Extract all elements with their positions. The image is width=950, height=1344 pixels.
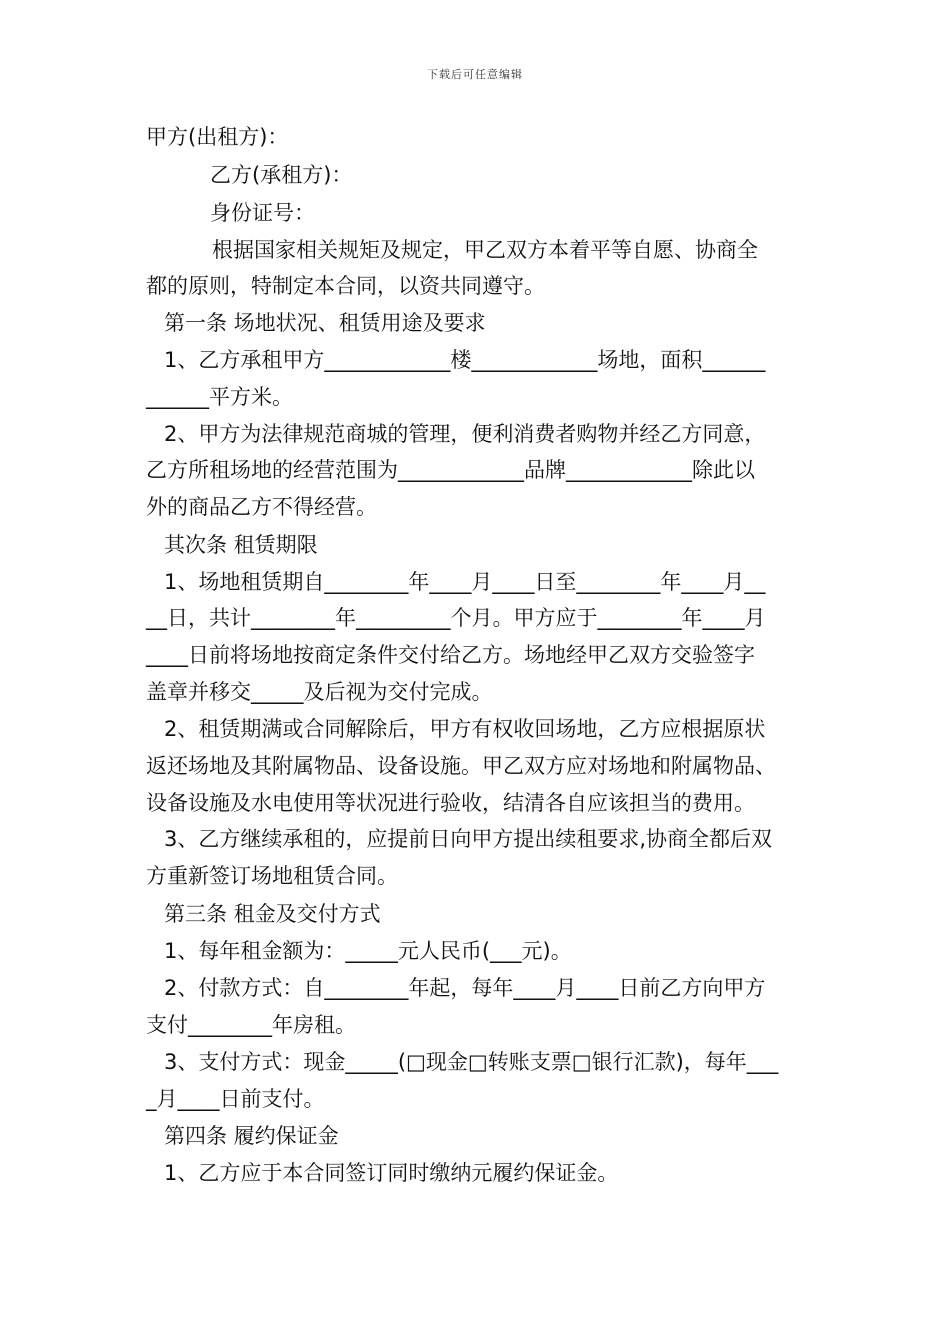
preamble-line-1: 根据国家相关规矩及规定，甲乙双方本着平等自愿、协商全 <box>212 238 758 262</box>
article-2-heading: 其次条 租赁期限 <box>164 533 318 557</box>
article-3-clause-2-line-1: 2、付款方式：自________年起，每年____月____日前乙方向甲方 <box>164 976 766 1000</box>
article-4-clause-1: 1、乙方应于本合同签订同时缴纳元履约保证金。 <box>164 1161 619 1185</box>
preamble-line-2: 都的原则，特制定本合同，以资共同遵守。 <box>146 274 545 298</box>
article-4-heading: 第四条 履约保证金 <box>164 1124 339 1148</box>
article-1-clause-2-line-3: 外的商品乙方不得经营。 <box>146 495 377 519</box>
article-2-clause-3-line-1: 3、乙方继续承租的，应提前日向甲方提出续租要求,协商全都后双 <box>164 827 773 851</box>
article-2-clause-1-line-3: ____日前将场地按商定条件交付给乙方。场地经甲乙双方交验签字 <box>146 643 755 667</box>
article-3-clause-3-line-2: _月____日前支付。 <box>146 1087 325 1111</box>
article-2-clause-2-line-2: 返还场地及其附属物品、设备设施。甲乙双方应对场地和附属物品、 <box>146 754 776 778</box>
article-3-heading: 第三条 租金及交付方式 <box>164 902 381 926</box>
party-b-label: 乙方(承租方)： <box>210 163 353 187</box>
article-1-heading: 第一条 场地状况、租赁用途及要求 <box>164 311 486 335</box>
article-2-clause-1-line-1: 1、场地租赁期自________年____月____日至________年____月__ <box>164 570 766 594</box>
article-2-clause-2-line-1: 2、租赁期满或合同解除后，甲方有权收回场地，乙方应根据原状 <box>164 717 766 741</box>
article-2-clause-1-line-2: __日，共计________年_________个月。甲方应于________年____月 <box>146 606 766 630</box>
article-1-clause-1-line-1: 1、乙方承租甲方____________楼____________场地，面积______ <box>164 348 766 372</box>
article-2-clause-1-line-4: 盖章并移交_____及后视为交付完成。 <box>146 680 493 704</box>
article-3-clause-3-line-1: 3、支付方式：现金_____(□现金□转账支票□银行汇款)，每年___ <box>164 1050 779 1074</box>
party-a-label: 甲方(出租方)： <box>146 125 289 149</box>
article-1-clause-2-line-1: 2、甲方为法律规范商城的管理，便利消费者购物并经乙方同意， <box>164 422 766 446</box>
article-3-clause-1: 1、每年租金额为：_____元人民币(___元)。 <box>164 939 572 963</box>
article-2-clause-2-line-3: 设备设施及水电使用等状况进行验收，结清各自应该担当的费用。 <box>146 791 755 815</box>
article-3-clause-2-line-2: 支付________年房租。 <box>146 1013 356 1037</box>
page-header-note: 下载后可任意编辑 <box>427 68 523 81</box>
article-2-clause-3-line-2: 方重新签订场地租赁合同。 <box>146 864 398 888</box>
article-1-clause-2-line-2: 乙方所租场地的经营范围为____________品牌____________除此以 <box>146 458 755 482</box>
id-number-label: 身份证号： <box>210 201 315 225</box>
article-1-clause-1-line-2: ______平方米。 <box>146 385 293 409</box>
